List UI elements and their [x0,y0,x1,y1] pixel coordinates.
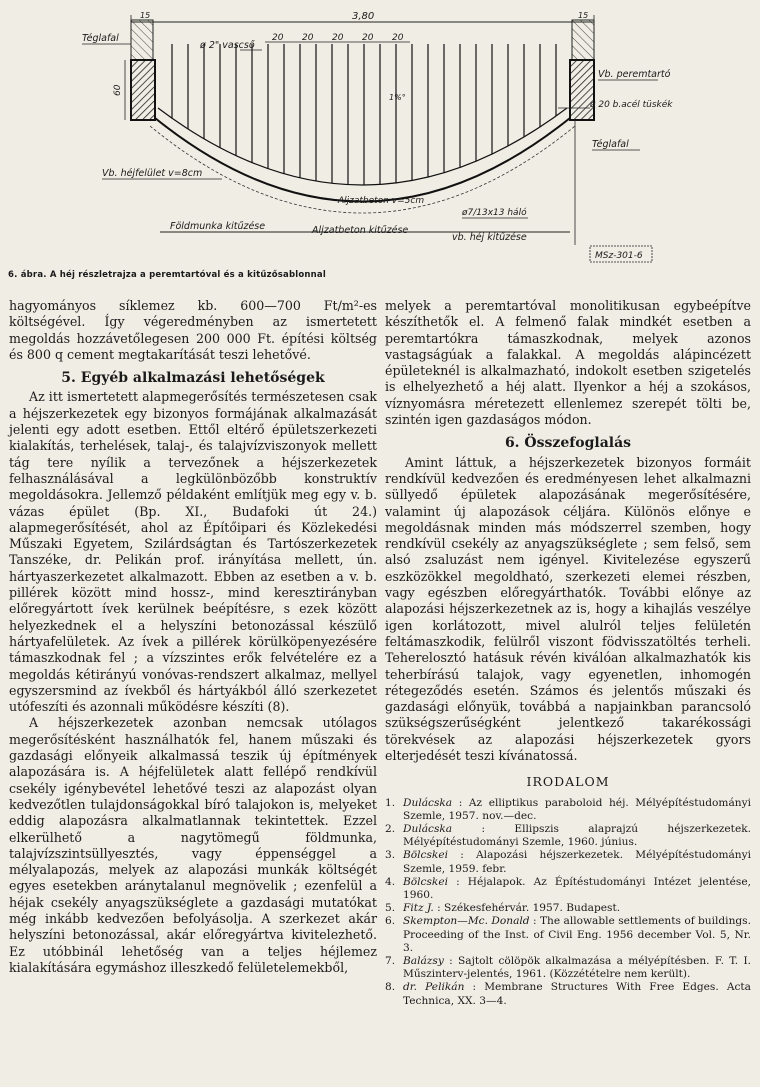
reference-item [385,981,751,1007]
dim-15-right: 15 [578,11,589,20]
ref-number: 3. [385,849,396,862]
ref-author: Dulácska [403,823,453,836]
label-hej-kituzes: vb. héj kitűzése [452,232,527,243]
label-halo: ø7/13x13 háló [462,208,527,218]
label-teglafal-right: Téglafal [592,139,629,150]
section-heading-5: 5. Egyéb alkalmazási lehetőségek [61,370,325,387]
height-60: 60 [113,84,123,96]
paragraph: Amint láttuk, a héjszerkezetek bizonyos formáit rendkívül kedvezően és eredményesen lehet alkalmazni süllyedő épületek alapozásának megerősítésére, valamint új alapozások céljára. Különös előnye e megoldásnak minden más módszerrel szemben, hogy rendkívül csekély az anyagszükséglete ; sem felső, sem alsó zsaluzást nem igényel. Kivitelezése egyszerű eszközökkel megoldható, szerkezeti elemei részben, vagy egészben előregyárthatók. További előnye az alapozási héjszerkezetnek az is, hogy a kihajlás veszélye igen korlátozott, mivel alulról teljes felületén feltámaszkodik, felülről viszont födvisszatöltés terheli. Teherelosztó hatásuk révén kiválóan alkalmazhatók kis teherbírású talajok, vagy egyenetlen, inhomogén rétegeződés esetén. Számos és jelentős műszaki és gazdasági előnyük, továbbá a napjainkban parancsoló szükségszerűségként jelentkező takarékossági törekvések az alapozási héjszerkezetek gyors elterjedését teszi kívánatossá. [385,454,751,764]
shell-detail-drawing [0,0,760,268]
ref-author: Skempton—Mc. Donald [403,915,530,928]
references-list [385,797,751,1008]
label-aljzatbeton: Aljzatbeton v=5cm [338,196,425,206]
ref-text: : Membrane Structures With Free Edges. Acta Technica, XX. 3—4. [403,981,751,1007]
spacing-3: 20 [332,33,344,43]
template-rods [172,44,556,185]
ref-number: 6. [385,915,396,928]
ref-number: 7. [385,955,396,968]
ref-number: 2. [385,823,396,836]
spacing-2: 20 [302,33,314,43]
left-edge-beam [131,60,155,120]
label-aljzat-kituzes: Aljzatbeton kitűzése [312,225,409,236]
left-column [9,298,377,976]
ref-text: : Az elliptikus paraboloid héj. Mélyépítéstudományi Szemle, 1957. nov.—dec. [403,796,751,822]
ref-number: 1. [385,796,396,809]
ref-number: 5. [385,902,396,915]
ref-text: : The allowable settlements of buildings. Proceeding of the Inst. of Civil Eng. 1956 december Vol. 5, Nr. 3. [403,915,751,954]
ref-text: : Héjalapok. Az Építéstudományi Intézet jelentése, 1960. [403,875,751,902]
label-foldmunka: Földmunka kitűzése [170,221,266,232]
left-brick-wall [131,20,153,60]
figure-caption: 6. ábra. A héj részletrajza a peremtartóval és a kitűzősablonnal [8,270,326,280]
dim-3-80: 3,80 [352,11,375,22]
ref-text: : Ellipszis alaprajzú héjszerkezetek. Mélyépítéstudományi Szemle, 1960. június. [403,823,751,849]
reference-item [385,915,751,955]
label-hejfelulet: Vb. héjfelület v=8cm [102,168,203,179]
ref-author: Balázsy [403,955,444,968]
ref-author: Fitz J. [403,902,434,915]
reference-item [385,955,751,981]
reference-item [385,876,751,902]
reference-item [385,849,751,875]
dim-15-left: 15 [140,11,151,20]
right-edge-beam [570,60,594,120]
right-brick-wall [572,20,594,60]
section-heading-6: 6. Összefoglalás [504,435,632,452]
ref-text: : Alapozási héjszerkezetek. Mélyépítéstudományi Szemle, 1959. febr. [403,849,751,875]
references-heading: IRODALOM [526,774,610,790]
spacing-4: 20 [362,33,374,43]
paragraph: A héjszerkezetek azonban nemcsak utólagos megerősítésként használhatók fel, hanem műszaki és gazdasági előnyeik alkalmassá teszik új építmények alapozására is. A héjfelületek alatt fellépő rendkívül csekély igénybevétel lehetővé teszi az alapozást olyan kedvezőtlen tulajdonságokkal bíró talajokon is, melyeket eddig alapozásra alkalmatlannak tekintettek. Ezzel elkerülhető a nagytömegű földmunka, talajvízszintsüllyesztés, vagy éppenséggel a mélyalapozás, melyek az alapozási munkák költségét egyes esetekben aránytalanul megnövelik ; ezenfelül a héjak csekély anyagszükséglete a gazdasági mutatókat még inkább kedvezően befolyásolja. A szerkezet akár helyszíni betonozással, akár előregyártva kivitelezhető. Ez utóbbinál lehetőség van a teljes héjlemez kialakítására egymáshoz illeszkedő felületelemekből, [9,715,377,975]
paragraph: Az itt ismertetett alapmegerősítés természetesen csak a héjszerkezetek egy bizonyos formájának alkalmazását jelenti egy adott esetben. Ettől eltérő épületszerkezeti kialakítás, terhelések, talaj-, és talajvízviszonyok mellett tág tere nyílik a tervezőnek a héjszerkezetek felhasználásával a legkülönbözőbb konstruktív megoldásokra. Jellemző példaként említjük meg egy v. b. vázas épület (Bp. XI., Budafoki út 24.) alapmegerősítését, ahol az Építőipari és Közlekedési Műszaki Egyetem, Szilárdságtan és Tartószerkezetek Tanszéke, dr. Pelikán prof. irányítása mellett, ún. hártyaszerkezetet alkalmazott. Ebben az esetben a v. b. pillérek között mind hossz-, mind keresztirányban előregyártott ívek kerülnek beépítésre, s ezek között helyezkednek el a helyszíni betonozással készülő hártyafelületek. Az ívek a pillérek körülköpenyezésére támaszkodnak fel ; a vízszintes erők felvételére ez a megoldás kétirányú vonóvas-rendszert alkalmaz, mellyel egyszersmind az ívekből és hártyákból álló szerkezetet utófeszíti és azonnali működésre készíti (8). [9,389,377,715]
ref-text: : Sajtolt cölöpök alkalmazása a mélyépítésben. F. T. I. Műszinterv-jelentés, 1961. (Közzétételre nem került). [403,955,751,981]
paragraph: hagyományos síklemez kb. 600—700 Ft/m²-es költségével. Így végeredményben az ismertetett megoldás hozzávetőlegesen 200 000 Ft. építési költség és 800 q cement megtakarítását teszi lehetővé. [9,298,377,362]
right-column [385,298,751,1008]
ref-author: dr. Pelikán [403,981,465,994]
ref-author: Bölcskei [403,875,448,888]
spacing-1: 20 [272,33,284,43]
label-teglafal-left: Téglafal [82,33,119,44]
paragraph: melyek a peremtartóval monolitikusan egybeépítve készíthetők el. A felmenő falak mindkét esetben a peremtartókra támaszkodnak, melyek azonos vastagságúak a falakkal. A megoldás alápincézett épületeknél is alkalmazható, indokolt esetben szigetelés is elhelyezhető a héj alatt. Ilyenkor a héj a szokásos, víznyomásra méretezett ellenlemez szerepét tölti be, szintén igen gazdaságos módon. [385,298,751,428]
ref-author: Bölcskei [403,849,448,862]
stamp-text: MSz-301-6 [595,251,643,261]
reference-item [385,902,751,915]
spacing-5: 20 [392,33,404,43]
label-vascso: ø 2" vascső [200,40,255,51]
label-angle: 1%° [389,93,406,102]
label-peremtarto: Vb. peremtartó [598,69,671,80]
ref-author: Dulácska [403,796,453,809]
reference-item [385,797,751,823]
ref-text: : Székesfehérvár. 1957. Budapest. [433,902,621,915]
ref-number: 8. [385,981,396,994]
label-tuskek: ø 20 b.acél tüskék [590,100,673,110]
ref-number: 4. [385,875,396,888]
reference-item [385,823,751,849]
